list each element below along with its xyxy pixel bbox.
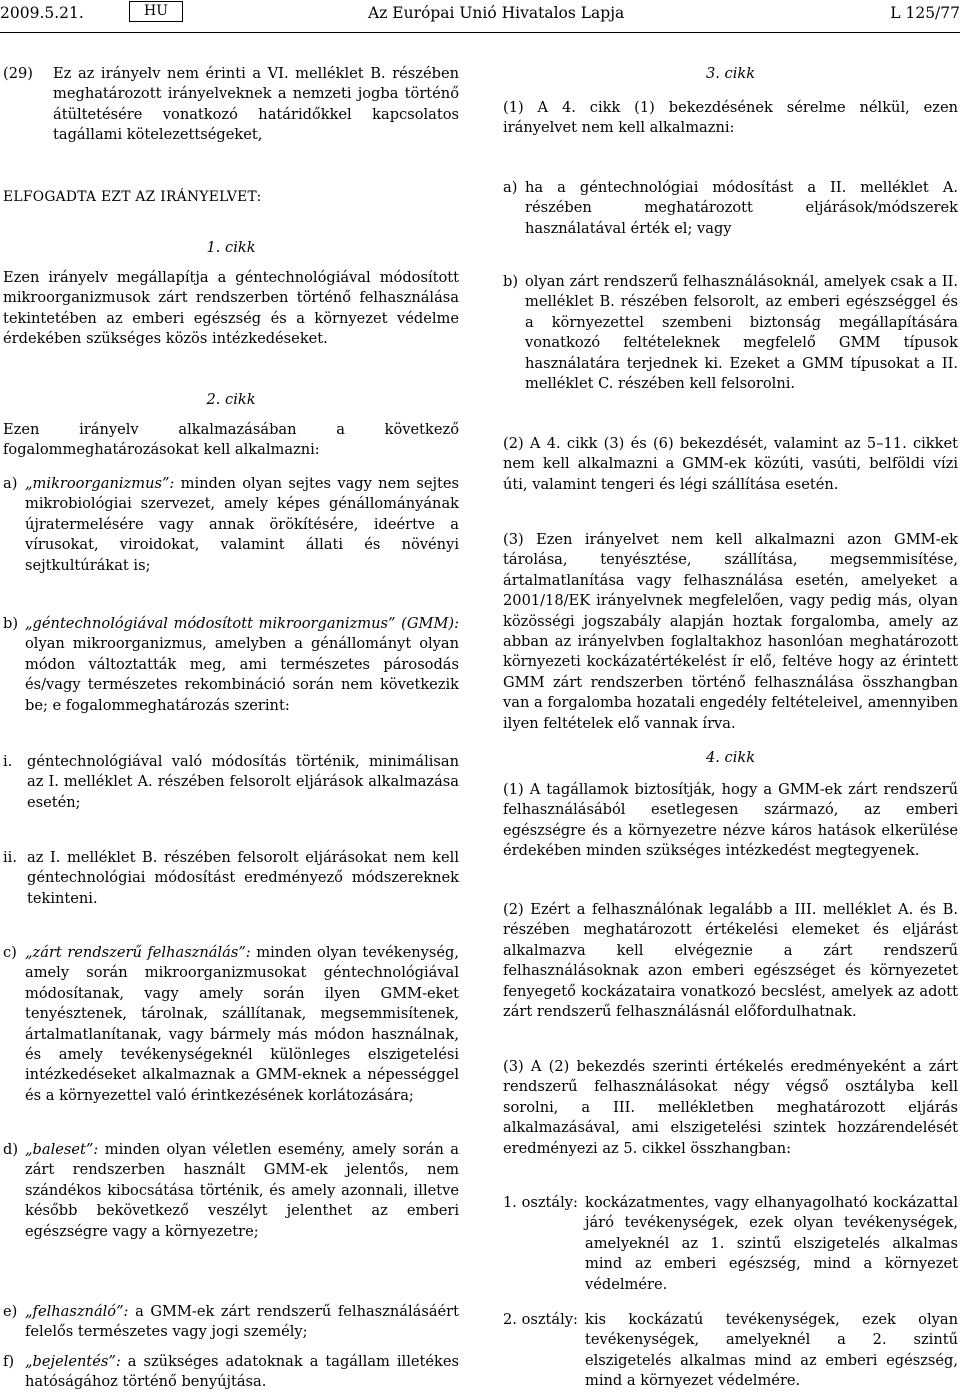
article-3-point-b [503, 272, 958, 394]
article-1-heading: 1. cikk [206, 239, 256, 256]
definition-term: „zárt rendszerű felhasználás”: [25, 944, 251, 961]
recital-number: (29) [3, 65, 33, 82]
definition-term: „bejelentés”: [25, 1353, 121, 1370]
article-3-point-a [503, 178, 958, 239]
definition-e [3, 1302, 459, 1343]
definition-a [3, 474, 459, 576]
definition-b [3, 614, 459, 716]
definition-text: olyan mikroorganizmus, amelyben a génállományt olyan módon változtatták meg, ami természetes párosodás és/vagy természetes rekombináció során nem következik be; e fogalommeghatározás szerint: [25, 635, 459, 714]
definition-text: minden olyan véletlen esemény, amely során a zárt rendszerben használt GMM-ek jelentős, nem szándékos kibocsátása történik, és amely azonnali, illetve később bekövetkező veszélyt jelenthet az emberi egészségre vagy a környezetre; [25, 1141, 459, 1240]
recital-text: Ez az irányelv nem érinti a VI. melléklet B. részében meghatározott irányelveknek a nemzeti jogba történő átültetésére vonatkozó határidőkkel kapcsolatos tagállami kötelezettségeket, [53, 65, 459, 144]
definition-text: minden olyan tevékenység, amely során mikroorganizmusokat géntechnológiával módosítanak, vagy amely során ilyen GMM-eket tenyésztenek, tárolnak, szállítanak, megsemmisítenek, ártalmatlanítanak, vagy bármely más módon használnak, és amely tevékenységeknél különleges elszigetelési intézkedéseket alkalmaznak a GMM-eknek a népességgel és a környezettel való érintkezésének korlátozására; [25, 944, 459, 1104]
subpoint-text: géntechnológiával való módosítás történik, minimálisan az I. melléklet A. részében felsorolt eljárások alkalmazása esetén; [27, 753, 459, 811]
definition-term: „felhasználó”: [25, 1303, 129, 1320]
point-label: b) [503, 273, 519, 290]
subpoint-label: ii. [3, 849, 17, 866]
class-label: 2. osztály: [503, 1311, 578, 1328]
subpoint-label: i. [3, 753, 13, 770]
point-text: olyan zárt rendszerű felhasználásoknál, amelyek csak a II. melléklet B. részében felsorolt, az emberi egészséggel és a környezettel szembeni biztonság megállapítására vonatkozó feltételeknek megfelelő GMM típusok használatára terjednek ki. Ezeket a GMM típusokat a II. melléklet C. részében kell felsorolni. [525, 273, 958, 393]
article-4-paragraph-2: (2) Ezért a felhasználónak legalább a III. melléklet A. és B. részében meghatározott értékelési elemeket és eljárást alkalmazva kell elvégeznie a zárt rendszerű felhasználásoknak azon emberi egészséget és környezetet fenyegető kockázataira vonatkozó becslést, amelyek az adott zárt rendszerű felhasználásnál előfordulhatnak. [503, 901, 958, 1021]
article-4-heading: 4. cikk [705, 749, 756, 766]
definition-label: c) [3, 944, 17, 961]
definition-label: d) [3, 1141, 19, 1158]
header-rule [0, 32, 960, 33]
journal-title: Az Európai Unió Hivatalos Lapja [368, 4, 625, 22]
article-2-intro: Ezen irányelv alkalmazásában a következő fogalommeghatározásokat kell alkalmazni: [3, 421, 459, 459]
definition-term: „baleset”: [25, 1141, 99, 1158]
adopted-statement: ELFOGADTA EZT AZ IRÁNYELVET: [3, 189, 262, 205]
definition-label: f) [3, 1353, 15, 1370]
class-label: 1. osztály: [503, 1194, 578, 1211]
article-3-paragraph-1: (1) A 4. cikk (1) bekezdésének sérelme nélkül, ezen irányelvet nem kell alkalmazni: [503, 99, 958, 137]
risk-class-2 [503, 1310, 958, 1392]
language-badge: HU [129, 1, 183, 22]
article-3-paragraph-3: (3) Ezen irányelvet nem kell alkalmazni azon GMM-ek tárolása, tenyésztése, szállítása, megsemmisítése, ártalmatlanítása vagy felhasználása esetén, amelyeket a 2001/18/EK irányelvnek megfelelően, vagy pedig más, olyan közösségi jogszabály alapján hoztak forgalomba, amely az abban az irányelvben foglaltakhoz hasonlóan meghatározott környezeti kockázatértékelést ír elő, feltéve hogy az érintett GMM zárt rendszerben történő felhasználása összhangban van a forgalomba hozatali engedély feltételeivel, amennyiben ilyen feltételek elő vannak írva. [503, 531, 958, 732]
page-header [0, 0, 960, 34]
definition-b-ii [3, 848, 459, 909]
article-4-paragraph-3: (3) A (2) bekezdés szerinti értékelés eredményeként a zárt rendszerű felhasználásokat négy végső osztályba kell sorolni, a III. mellékletben meghatározott eljárás alkalmazásával, ami elszigetelési szintek hozzárendelését eredményezi az 5. cikkel összhangban: [503, 1058, 958, 1157]
definition-text: a szükséges adatoknak a tagállam illetékes hatóságához történő benyújtása. [25, 1353, 459, 1391]
article-3-paragraph-2: (2) A 4. cikk (3) és (6) bekezdését, valamint az 5–11. cikket nem kell alkalmazni a GMM-ek közúti, vasúti, belföldi vízi úti, valamint tengeri és légi szállítása esetén. [503, 435, 958, 493]
definition-c [3, 943, 459, 1106]
definition-d [3, 1140, 459, 1242]
definition-term: „mikroorganizmus”: [25, 475, 175, 492]
publication-date: 2009.5.21. [0, 4, 84, 22]
definition-label: b) [3, 615, 19, 632]
point-label: a) [503, 179, 518, 196]
class-text: kis kockázatú tevékenységek, ezek olyan tevékenységek, amelyeknél a 2. szintű elszigetelés alkalmas mind az emberi egészség, mind a környezet védelmére. [585, 1311, 958, 1390]
recital-29 [3, 64, 459, 146]
definition-label: a) [3, 475, 18, 492]
definition-b-i [3, 752, 459, 813]
definition-term: „géntechnológiával módosított mikroorganizmus” (GMM): [25, 615, 459, 632]
class-text: kockázatmentes, vagy elhanyagolható kockázattal járó tevékenységek, ezek olyan tevékenységek, amelyeknél az 1. szintű elszigetelés alkalmas mind az emberi egészség, mind a környezet védelmére. [585, 1194, 958, 1293]
article-2-heading: 2. cikk [206, 391, 256, 408]
definition-label: e) [3, 1303, 18, 1320]
definition-text: minden olyan sejtes vagy nem sejtes mikrobiológiai szervezet, amely képes génállományának újratermelésére vagy annak örökítésére, ideértve a vírusokat, viroidokat, valamint állati és növényi sejtkultúrákat is; [25, 475, 459, 574]
article-3-heading: 3. cikk [705, 65, 756, 82]
point-text: ha a géntechnológiai módosítást a II. melléklet A. részében meghatározott eljárások/módszerek használatával érték el; vagy [525, 179, 958, 237]
definition-f [3, 1352, 459, 1393]
risk-class-1 [503, 1193, 958, 1295]
subpoint-text: az I. melléklet B. részében felsorolt eljárásokat nem kell géntechnológiai módosítást eredményező módszereknek tekinteni. [27, 849, 459, 907]
article-4-paragraph-1: (1) A tagállamok biztosítják, hogy a GMM-ek zárt rendszerű felhasználásából esetlegesen származó, az emberi egészségre és a környezetre nézve káros hatások elkerülése érdekében minden szükséges intézkedést megtegyenek. [503, 781, 958, 860]
page-reference: L 125/77 [890, 4, 960, 22]
definition-text: a GMM-ek zárt rendszerű felhasználásáért felelős természetes vagy jogi személy; [25, 1303, 459, 1341]
article-1-text: Ezen irányelv megállapítja a géntechnológiával módosított mikroorganizmusok zárt rendszerben történő felhasználása tekintetében az emberi egészség és a környezet védelme érdekében szükséges közös intézkedéseket. [3, 269, 459, 348]
